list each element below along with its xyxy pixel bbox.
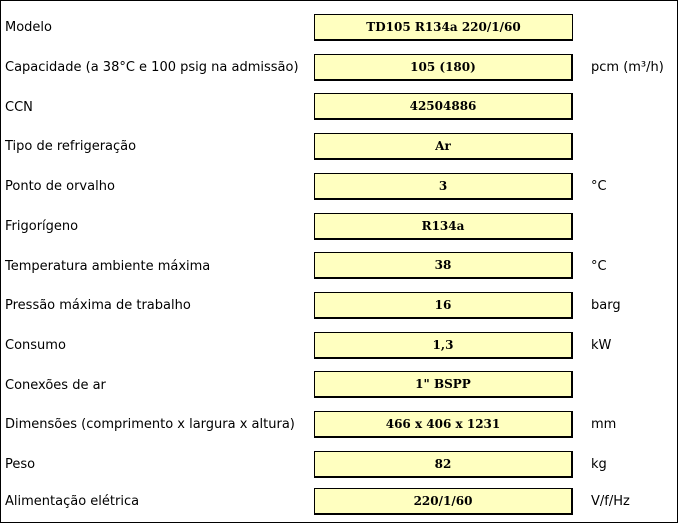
spec-unit: barg (591, 298, 621, 314)
spec-row-power-supply (1, 482, 677, 522)
spec-unit: V/f/Hz (591, 494, 630, 510)
spec-label: Conexões de ar (5, 377, 106, 393)
spec-label: Frigorígeno (5, 218, 79, 234)
spec-label: CCN (5, 99, 33, 115)
spec-unit: °C (591, 179, 607, 195)
spec-unit: kg (591, 457, 607, 473)
spec-row-cooling-type (1, 127, 677, 167)
spec-label: Alimentação elétrica (5, 494, 140, 510)
spec-label: Pressão máxima de trabalho (5, 298, 191, 314)
spec-row-weight (1, 445, 677, 485)
spec-value-cell[interactable]: R134a (314, 213, 573, 240)
spec-row-dew-point (1, 167, 677, 207)
spec-value-cell[interactable]: 1" BSPP (314, 371, 573, 398)
spec-label: Consumo (5, 337, 66, 353)
spec-label: Ponto de orvalho (5, 179, 115, 195)
spec-value-cell[interactable]: 105 (180) (314, 54, 573, 81)
spec-label: Tipo de refrigeração (5, 139, 137, 155)
spec-value-cell[interactable]: TD105 R134a 220/1/60 (314, 14, 573, 41)
spec-label: Modelo (5, 20, 52, 36)
spec-row-model (1, 8, 677, 48)
spec-value-cell[interactable]: 38 (314, 252, 573, 279)
spec-row-max-pressure (1, 286, 677, 326)
spec-value-cell[interactable]: 466 x 406 x 1231 (314, 411, 573, 438)
spec-value-cell[interactable]: 3 (314, 173, 573, 200)
spec-value-cell[interactable]: 82 (314, 451, 573, 478)
spec-label: Temperatura ambiente máxima (5, 258, 211, 274)
spec-value-cell[interactable]: 16 (314, 292, 573, 319)
spec-value-cell[interactable]: 220/1/60 (314, 488, 573, 515)
spec-label: Dimensões (comprimento x largura x altura) (5, 417, 295, 433)
spec-row-capacity (1, 48, 677, 88)
spec-row-ccn (1, 87, 677, 127)
spec-label: Peso (5, 457, 36, 473)
spec-unit: °C (591, 258, 607, 274)
spec-row-refrigerant (1, 207, 677, 247)
spec-value-cell[interactable]: Ar (314, 133, 573, 160)
spec-row-max-ambient-temp (1, 246, 677, 286)
spec-unit: kW (591, 337, 612, 353)
spec-row-air-connections (1, 365, 677, 405)
spec-row-dimensions (1, 405, 677, 445)
spec-value-cell[interactable]: 42504886 (314, 93, 573, 120)
spec-row-consumption (1, 326, 677, 366)
spec-unit: pcm (m³/h) (591, 60, 664, 76)
spec-label: Capacidade (a 38°C e 100 psig na admissão) (5, 60, 299, 76)
spec-unit: mm (591, 417, 617, 433)
spec-value-cell[interactable]: 1,3 (314, 332, 573, 359)
